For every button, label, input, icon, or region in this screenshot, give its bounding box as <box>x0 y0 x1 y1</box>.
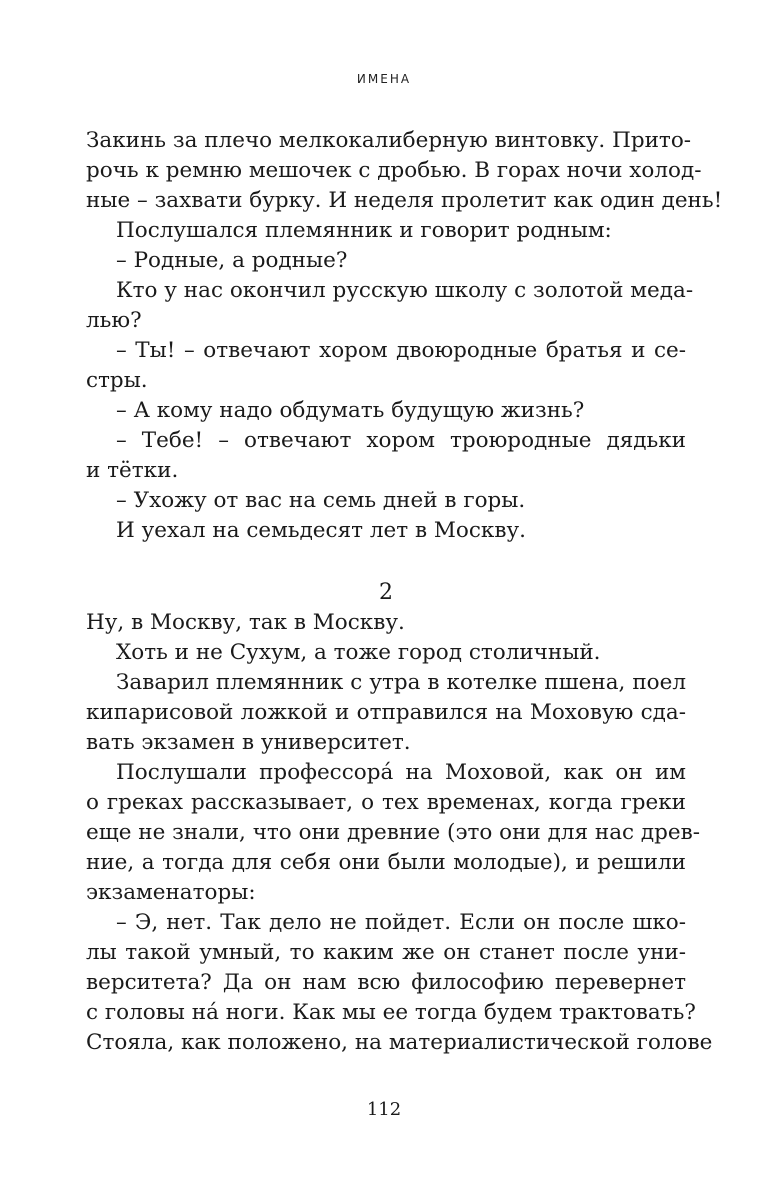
text-line: верситета? Да он нам всю философию перевернет <box>86 970 686 995</box>
text-line: стры. <box>86 368 148 393</box>
text-line: ние, а тогда для себя они были молодые), и решили <box>86 850 686 875</box>
text-line: с головы нá ноги. Как мы ее тогда будем трактовать? <box>86 1000 696 1025</box>
text-line: лы такой умный, то каким же он станет после уни- <box>86 940 686 965</box>
running-head: ИМЕНА <box>356 72 412 86</box>
text-line: – Тебе! – отвечают хором троюродные дядьки <box>116 428 686 453</box>
text-line: еще не знали, что они древние (это они для нас древ- <box>86 820 701 845</box>
text-line: – Ты! – отвечают хором двоюродные братья и се- <box>116 338 686 363</box>
text-block-2 <box>86 608 713 1058</box>
text-line: Хоть и не Сухум, а тоже город столичный. <box>116 640 601 665</box>
text-line: И уехал на семьдесят лет в Москву. <box>116 518 526 543</box>
page-number: 112 <box>366 1099 402 1120</box>
text-line: о греках рассказывает, о тех временах, когда греки <box>86 790 686 815</box>
text-line: кипарисовой ложкой и отправился на Моховую сда- <box>86 700 686 725</box>
text-line: – Родные, а родные? <box>116 248 348 273</box>
text-line: Кто у нас окончил русскую школу с золотой меда- <box>116 278 694 303</box>
text-line: – А кому надо обдумать будущую жизнь? <box>116 398 585 423</box>
text-line: вать экзамен в университет. <box>86 730 411 755</box>
text-line: Стояла, как положено, на материалистической голове <box>86 1030 713 1055</box>
text-line: Ну, в Москву, так в Москву. <box>86 610 405 635</box>
text-line: – Э, нет. Так дело не пойдет. Если он после шко- <box>116 910 686 935</box>
body-text <box>86 126 723 1058</box>
text-line: ные – захвати бурку. И неделя пролетит как один день! <box>86 188 723 213</box>
section-number: 2 <box>379 580 393 605</box>
text-line: и тётки. <box>86 458 179 483</box>
text-line: – Ухожу от вас на семь дней в горы. <box>116 488 526 513</box>
text-line: Послушали профессорá на Моховой, как он им <box>116 760 686 785</box>
section-gap <box>86 546 686 576</box>
text-line: экзаменаторы: <box>86 880 256 905</box>
text-block-1 <box>86 126 723 546</box>
text-line: Закинь за плечо мелкокалиберную винтовку. Прито- <box>86 128 692 153</box>
text-line: рочь к ремню мешочек с дробью. В горах ночи холод- <box>86 158 702 183</box>
text-line: Послушался племянник и говорит родным: <box>116 218 612 243</box>
text-line: Заварил племянник с утра в котелке пшена, поел <box>116 670 686 695</box>
text-line: лью? <box>86 308 142 333</box>
